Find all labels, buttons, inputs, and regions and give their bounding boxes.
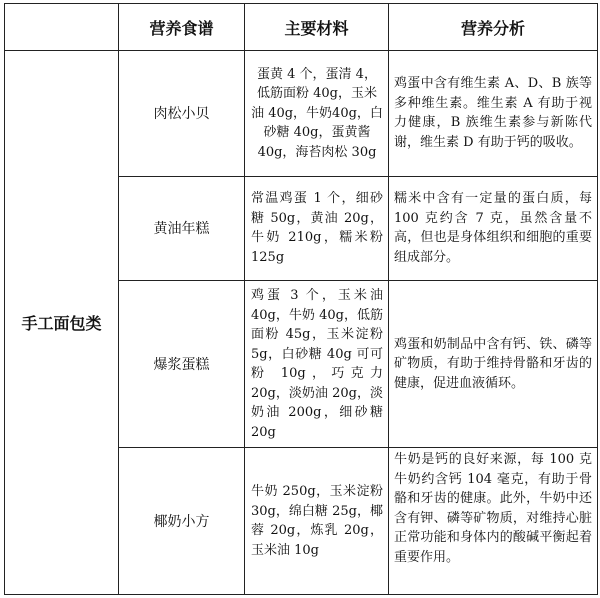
header-row	[5, 4, 598, 51]
recipe-materials: 牛奶 250g，玉米淀粉 30g，绵白糖 25g，椰蓉 20g，炼乳 20g，玉米油 10g	[245, 448, 389, 595]
recipe-name: 椰奶小方	[119, 448, 245, 595]
recipe-name: 肉松小贝	[119, 51, 245, 176]
header-materials: 主要材料	[245, 4, 389, 51]
nutrition-recipe-table	[4, 3, 598, 595]
category-cell: 手工面包类	[5, 51, 119, 595]
table-row	[5, 51, 598, 176]
recipe-name: 爆浆蛋糕	[119, 280, 245, 448]
recipe-analysis: 鸡蛋和奶制品中含有钙、铁、磷等矿物质，有助于维持骨骼和牙齿的健康，促进血液循环。	[389, 280, 598, 448]
recipe-materials: 常温鸡蛋 1 个，细砂糖 50g，黄油 20g，牛奶 210g，糯米粉 125g	[245, 176, 389, 280]
header-category	[5, 4, 119, 51]
recipe-materials: 蛋黄 4 个，蛋清 4，低筋面粉 40g，玉米油 40g，牛奶40g，白砂糖 40g，蛋黄酱 40g，海苔肉松 30g	[245, 51, 389, 176]
header-analysis: 营养分析	[389, 4, 598, 51]
header-recipe: 营养食谱	[119, 4, 245, 51]
recipe-analysis: 糯米中含有一定量的蛋白质，每 100 克约含 7 克，虽然含量不高，但也是身体组织和细胞的重要组成部分。	[389, 176, 598, 280]
recipe-name: 黄油年糕	[119, 176, 245, 280]
recipe-analysis: 牛奶是钙的良好来源，每 100 克牛奶约含钙 104 毫克，有助于骨骼和牙齿的健康。此外，牛奶中还含有钾、磷等矿物质，对维持心脏正常功能和身体内的酸碱平衡起着重要作用。	[389, 448, 598, 595]
recipe-analysis: 鸡蛋中含有维生素 A、D、B 族等多种维生素。维生素 A 有助于视力健康，B 族维生素参与新陈代谢，维生素 D 有助于钙的吸收。	[389, 51, 598, 176]
recipe-materials: 鸡蛋 3 个，玉米油 40g，牛奶 40g，低筋面粉 45g，玉米淀粉 5g，白砂糖 40g 可可粉 10g，巧克力 20g，淡奶油 20g，淡奶油 200g，细砂糖 20g	[245, 280, 389, 448]
